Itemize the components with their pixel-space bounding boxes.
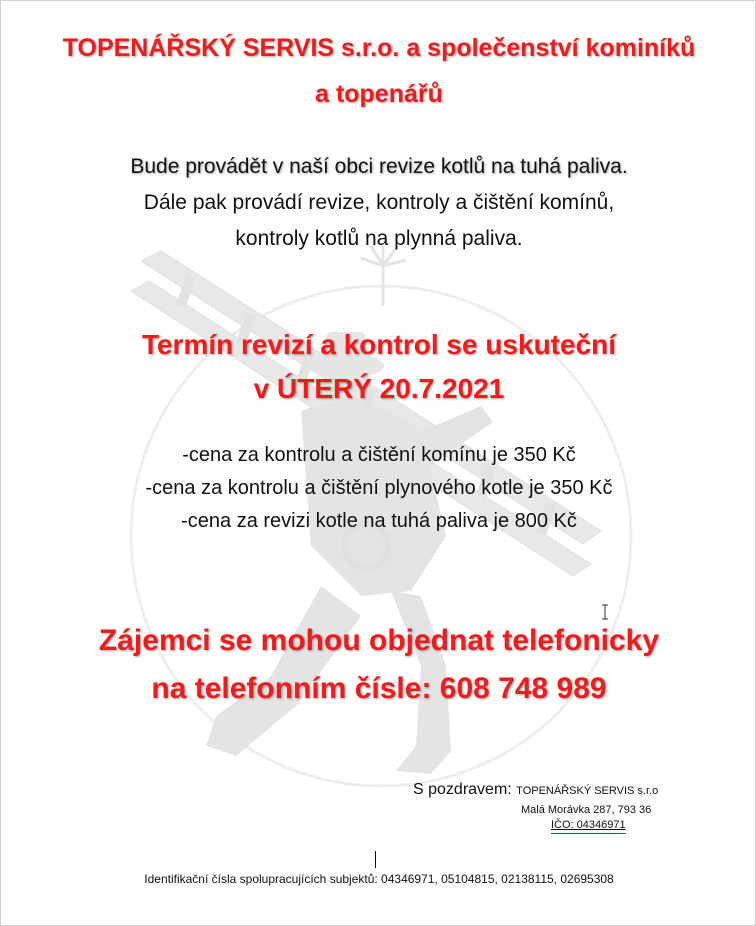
price-item-chimney: -cena za kontrolu a čištění komínu je 350 Kč — [182, 444, 576, 466]
intro-paragraph — [1, 149, 756, 257]
signature-company: TOPENÁŘSKÝ SERVIS s.r.o — [516, 785, 659, 797]
ico-underline — [551, 833, 626, 834]
contact-heading — [1, 617, 756, 713]
signature — [413, 781, 658, 799]
text-insertion-caret — [375, 851, 376, 868]
signature-greeting: S pozdravem: — [413, 781, 512, 798]
intro-line-1: Bude provádět v naší obci revize kotlů na tuhá paliva. — [130, 155, 628, 178]
signature-ico[interactable] — [551, 819, 626, 831]
title-line-2: a topenářů — [315, 80, 443, 108]
term-line-1: Termín revizí a kontrol se uskuteční — [141, 329, 617, 360]
price-list — [1, 439, 756, 538]
signature-address: Malá Morávka 287, 793 36 — [521, 804, 652, 816]
title-line-1: TOPENÁŘSKÝ SERVIS s.r.o. a společenství kominíků — [62, 34, 696, 62]
contact-phone-line: na telefonním čísle: 608 748 989 — [151, 672, 607, 705]
signature-ico-text: IČO: 04346971 — [551, 819, 626, 831]
term-heading — [1, 323, 756, 411]
intro-line-2: Dále pak provádí revize, kontroly a čištění komínů, — [143, 191, 615, 214]
page-title — [1, 25, 756, 117]
intro-line-3: kontroly kotlů na plynná paliva. — [235, 227, 523, 250]
term-line-2: v ÚTERÝ 20.7.2021 — [253, 373, 505, 404]
price-item-solid-fuel-boiler: -cena za revizi kotle na tuhá paliva je 800 Kč — [181, 510, 577, 532]
contact-line-1: Zájemci se mohou objednat telefonicky — [98, 624, 660, 657]
price-item-gas-boiler: -cena za kontrolu a čištění plynového kotle je 350 Kč — [145, 477, 613, 499]
footer-note: Identifikační čísla spolupracujících subjektů: 04346971, 05104815, 02138115, 02695308 — [144, 872, 614, 886]
